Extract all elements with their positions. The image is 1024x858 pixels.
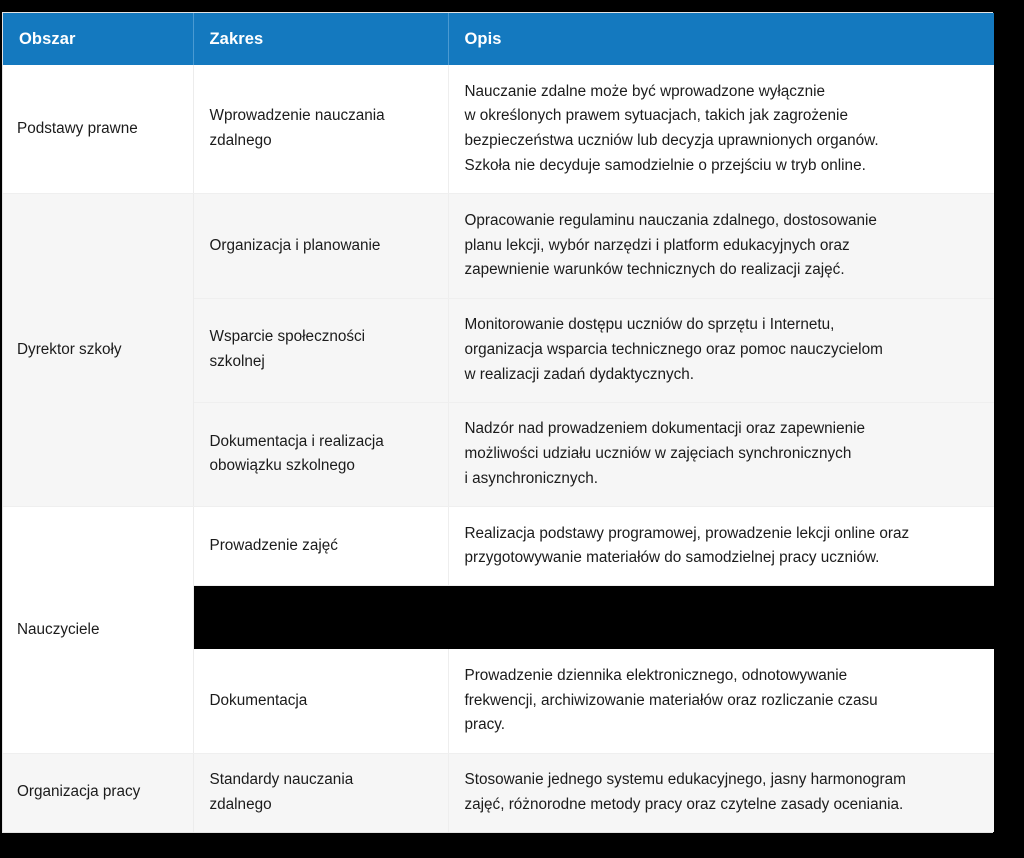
- table-body: [3, 65, 994, 832]
- cell-scope: [193, 753, 448, 832]
- scope-line: zdalnego: [209, 795, 272, 813]
- scope-line: zdalnego: [209, 132, 272, 150]
- desc-line: planu lekcji, wybór narzędzi i platform edukacyjnych oraz: [464, 236, 850, 254]
- table-row: [3, 753, 994, 832]
- desc-line: możliwości udziału uczniów w zajęciach synchronicznych: [464, 445, 852, 463]
- scope-line: Prowadzenie zajęć: [209, 536, 338, 554]
- column-header-scope: Zakres: [193, 13, 448, 65]
- desc-line: bezpieczeństwa uczniów lub decyzja uprawnionych organów.: [464, 132, 879, 150]
- redacted-desc-cell: [448, 586, 994, 649]
- cell-area: Dyrektor szkoły: [3, 194, 193, 507]
- desc-line: Opracowanie regulaminu nauczania zdalnego, dostosowanie: [464, 211, 877, 229]
- scope-line: obowiązku szkolnego: [209, 457, 355, 475]
- desc-line: Stosowanie jednego systemu edukacyjnego, jasny harmonogram: [464, 771, 906, 789]
- desc-line: organizacja wsparcia technicznego oraz pomoc nauczycielom: [464, 340, 883, 358]
- cell-area: Nauczyciele: [3, 507, 193, 754]
- cell-scope: [193, 649, 448, 753]
- scope-line: Organizacja i planowanie: [209, 236, 381, 254]
- desc-line: zajęć, różnorodne metody pracy oraz czytelne zasady oceniania.: [464, 795, 904, 813]
- cell-desc: [448, 402, 994, 506]
- table-row: [3, 65, 994, 194]
- desc-line: Nadzór nad prowadzeniem dokumentacji oraz zapewnienie: [464, 420, 865, 438]
- scope-line: Wprowadzenie nauczania: [209, 107, 385, 125]
- table-row: [3, 507, 994, 586]
- cell-scope: [193, 507, 448, 586]
- desc-line: w określonych prawem sytuacjach, takich jak zagrożenie: [464, 107, 848, 125]
- desc-line: pracy.: [464, 716, 506, 734]
- cell-scope: [193, 65, 448, 194]
- cell-scope: [193, 402, 448, 506]
- table-row: [3, 194, 994, 298]
- cell-scope: [193, 194, 448, 298]
- desc-line: frekwencji, archiwizowanie materiałów oraz rozliczanie czasu: [464, 691, 878, 709]
- desc-line: Nauczanie zdalne może być wprowadzone wyłącznie: [464, 82, 826, 100]
- desc-line: Szkoła nie decyduje samodzielnie o przejściu w tryb online.: [464, 156, 866, 174]
- cell-area: Organizacja pracy: [3, 753, 193, 832]
- cell-desc: [448, 753, 994, 832]
- cell-area: Podstawy prawne: [3, 65, 193, 194]
- scope-line: Standardy nauczania: [209, 771, 354, 789]
- desc-line: Prowadzenie dziennika elektronicznego, odnotowywanie: [464, 666, 848, 684]
- column-header-desc: Opis: [448, 13, 994, 65]
- responsibilities-table-container: [2, 12, 993, 833]
- desc-line: przygotowywanie materiałów do samodzielnej pracy uczniów.: [464, 549, 880, 567]
- cell-desc: [448, 194, 994, 298]
- scope-line: Dokumentacja: [209, 691, 308, 709]
- cell-desc: [448, 298, 994, 402]
- scope-line: szkolnej: [209, 353, 265, 371]
- desc-line: w realizacji zadań dydaktycznych.: [464, 365, 695, 383]
- cell-desc: [448, 507, 994, 586]
- column-header-area: Obszar: [3, 13, 193, 65]
- desc-line: Monitorowanie dostępu uczniów do sprzętu i Internetu,: [464, 316, 835, 334]
- table-header: [3, 13, 994, 65]
- desc-line: zapewnienie warunków technicznych do realizacji zajęć.: [464, 261, 845, 279]
- table-header-row: [3, 13, 994, 65]
- responsibilities-table: [3, 13, 994, 832]
- cell-scope: [193, 298, 448, 402]
- desc-line: Realizacja podstawy programowej, prowadzenie lekcji online oraz: [464, 524, 910, 542]
- scope-line: Wsparcie społeczności: [209, 328, 366, 346]
- cell-desc: [448, 65, 994, 194]
- scope-line: Dokumentacja i realizacja: [209, 432, 384, 450]
- cell-desc: [448, 649, 994, 753]
- redacted-scope-cell: [193, 586, 448, 649]
- desc-line: i asynchronicznych.: [464, 469, 598, 487]
